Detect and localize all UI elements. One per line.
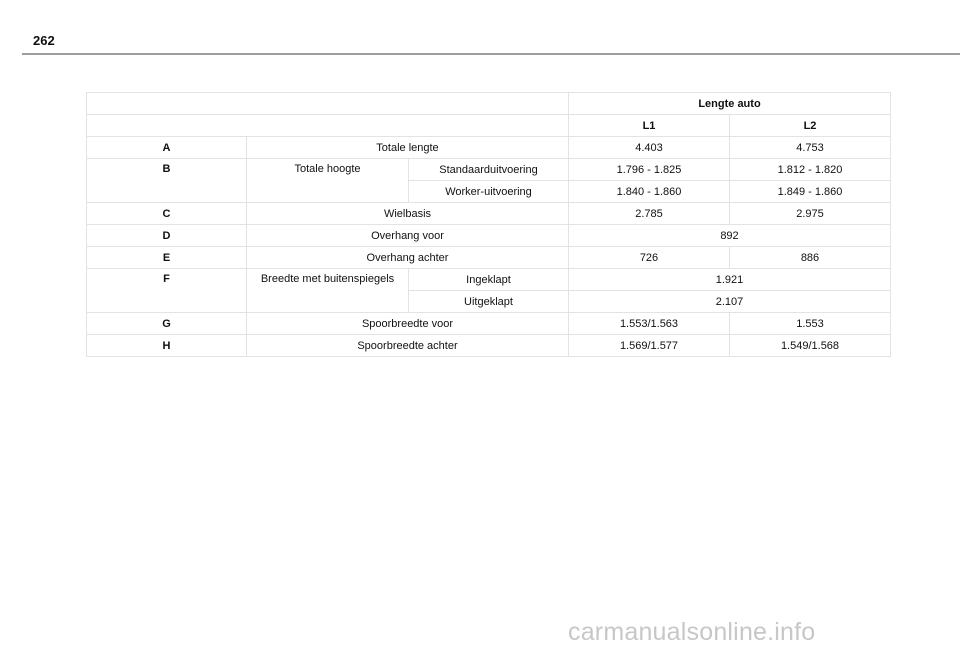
table-subheader-row: [87, 115, 891, 137]
row-label: Totale lengte: [247, 137, 569, 159]
row-label: Totale hoogte: [247, 159, 409, 203]
value-l1: 1.840 - 1.860: [569, 181, 730, 203]
row-letter: F: [87, 269, 247, 313]
value-l2: 1.849 - 1.860: [730, 181, 891, 203]
table-row-g: [87, 313, 891, 335]
value-l1: 4.403: [569, 137, 730, 159]
header-l2: L2: [730, 115, 891, 137]
row-label: Breedte met buitenspiegels: [247, 269, 409, 313]
value-l2: 886: [730, 247, 891, 269]
dimensions-table: [86, 92, 891, 357]
page-number: 262: [33, 33, 55, 48]
value-l2: 4.753: [730, 137, 891, 159]
row-label: Spoorbreedte achter: [247, 335, 569, 357]
row-letter: D: [87, 225, 247, 247]
value-l2: 1.812 - 1.820: [730, 159, 891, 181]
row-letter: A: [87, 137, 247, 159]
row-letter: B: [87, 159, 247, 203]
header-length-label: Lengte auto: [569, 93, 891, 115]
header-rule: [22, 53, 960, 55]
row-sublabel: Standaarduitvoering: [409, 159, 569, 181]
row-letter: G: [87, 313, 247, 335]
value-l1: 2.785: [569, 203, 730, 225]
value-l1: 1.569/1.577: [569, 335, 730, 357]
row-letter: H: [87, 335, 247, 357]
value-l1: 1.553/1.563: [569, 313, 730, 335]
value-l2: 1.549/1.568: [730, 335, 891, 357]
row-sublabel: Worker-uitvoering: [409, 181, 569, 203]
value-shared: 2.107: [569, 291, 891, 313]
table-row-e: [87, 247, 891, 269]
table-row-c: [87, 203, 891, 225]
table-header-row: [87, 93, 891, 115]
value-l1: 726: [569, 247, 730, 269]
row-letter: E: [87, 247, 247, 269]
value-l1: 1.796 - 1.825: [569, 159, 730, 181]
table-row-f1: [87, 269, 891, 291]
row-label: Overhang achter: [247, 247, 569, 269]
row-label: Overhang voor: [247, 225, 569, 247]
value-l2: 1.553: [730, 313, 891, 335]
table-row-d: [87, 225, 891, 247]
row-label: Spoorbreedte voor: [247, 313, 569, 335]
row-sublabel: Ingeklapt: [409, 269, 569, 291]
table-row-h: [87, 335, 891, 357]
table-row-b1: [87, 159, 891, 181]
row-letter: C: [87, 203, 247, 225]
row-sublabel: Uitgeklapt: [409, 291, 569, 313]
header-empty-cell: [87, 93, 569, 115]
table-row-a: [87, 137, 891, 159]
header-l1: L1: [569, 115, 730, 137]
value-shared: 1.921: [569, 269, 891, 291]
value-l2: 2.975: [730, 203, 891, 225]
row-label: Wielbasis: [247, 203, 569, 225]
value-shared: 892: [569, 225, 891, 247]
subheader-empty-cell: [87, 115, 569, 137]
watermark: carmanualsonline.info: [568, 618, 816, 646]
